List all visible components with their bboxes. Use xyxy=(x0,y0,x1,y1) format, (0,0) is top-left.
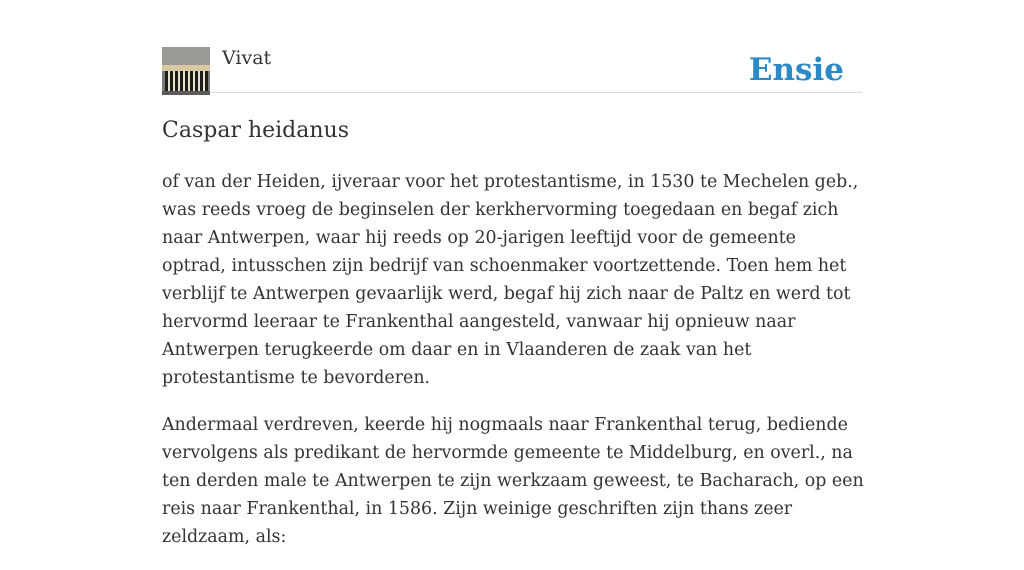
brand-logo[interactable]: Ensie xyxy=(748,52,844,88)
article-body xyxy=(162,168,864,570)
article-title: Caspar heidanus xyxy=(162,118,349,143)
header xyxy=(162,46,862,93)
article-paragraph: of van der Heiden, ijveraar voor het protestantisme, in 1530 te Mechelen geb., was reeds vroeg de beginselen der kerkhervorming toegedaan en begaf zich naar Antwerpen, waar hij reeds op 20-jarigen leeftijd voor de gemeente optrad, intusschen zijn bedrijf van schoenmaker voortzettende. Toen hem het verblijf te Antwerpen gevaarlijk werd, begaf hij zich naar de Paltz en werd tot hervormd leeraar te Frankenthal aangesteld, vanwaar hij opnieuw naar Antwerpen terugkeerde om daar en in Vlaanderen de zaak van het protestantisme te bevorderen. xyxy=(162,172,859,388)
author-avatar-icon[interactable] xyxy=(162,47,210,95)
author-name[interactable]: Vivat xyxy=(222,47,272,69)
article-paragraph: Andermaal verdreven, keerde hij nogmaals naar Frankenthal terug, bediende vervolgens als predikant de hervormde gemeente te Middelburg, en overl., na ten derden male te Antwerpen te zijn werkzaam geweest, te Bacharach, op een reis naar Frankenthal, in 1586. Zijn weinige geschriften zijn thans zeer zeldzaam, als: xyxy=(162,415,864,547)
avatar-image xyxy=(162,47,210,95)
